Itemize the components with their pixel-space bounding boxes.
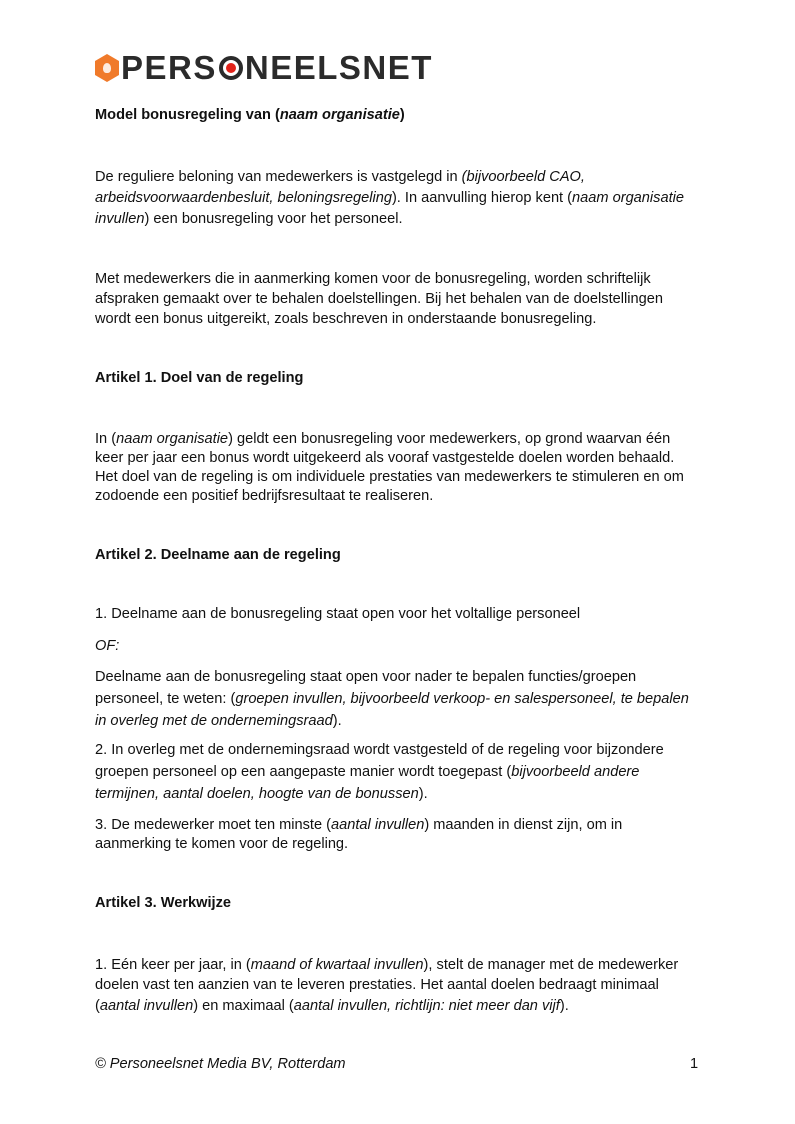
article-2-alt-line-2: personeel, te weten: (groepen invullen, bijvoorbeeld verkoop- en salespersoneel, te bepalen: [95, 691, 689, 707]
target-o-icon: [219, 56, 243, 80]
article-1-line-1: In (naam organisatie) geldt een bonusregeling voor medewerkers, op grond waarvan één: [95, 431, 671, 447]
paragraph-2-line-3: wordt een bonus uitgereikt, zoals beschreven in onderstaande bonusregeling.: [95, 311, 597, 327]
article-2-heading: Artikel 2. Deelname aan de regeling: [95, 547, 341, 563]
paragraph-2-line-1: Met medewerkers die in aanmerking komen voor de bonusregeling, worden schriftelijk: [95, 271, 651, 287]
person-hexagon-icon: [95, 54, 119, 82]
logo-text-start: PERS: [121, 49, 217, 86]
document-title: Model bonusregeling van (naam organisatie): [95, 107, 405, 123]
logo-text-end: NEELSNET: [244, 49, 433, 86]
article-2-item-3-line-1: 3. De medewerker moet ten minste (aantal invullen) maanden in dienst zijn, om in: [95, 817, 623, 833]
article-1-line-3: Het doel van de regeling is om individuele prestaties van medewerkers te stimuleren en om: [95, 469, 684, 485]
article-1-heading: Artikel 1. Doel van de regeling: [95, 370, 304, 386]
paragraph-2-line-2: afspraken gemaakt over te behalen doelstellingen. Bij het behalen van de doelstellingen: [95, 291, 663, 307]
intro-line-2: arbeidsvoorwaardenbesluit, beloningsregeling). In aanvulling hierop kent (naam organisatie: [95, 190, 684, 206]
article-3-heading: Artikel 3. Werkwijze: [95, 895, 231, 911]
article-2-or: OF:: [95, 638, 120, 654]
article-1-line-2: keer per jaar een bonus wordt uitgekeerd als vooraf vastgestelde doelen worden behaald.: [95, 450, 675, 466]
article-2-item-2-line-3: termijnen, aantal doelen, hoogte van de bonussen).: [95, 786, 428, 802]
article-2-item-2-line-1: 2. In overleg met de ondernemingsraad wordt vastgesteld of de regeling voor bijzondere: [95, 742, 664, 758]
article-2-alt-line-3: in overleg met de ondernemingsraad).: [95, 713, 342, 729]
article-2-item-1: 1. Deelname aan de bonusregeling staat open voor het voltallige personeel: [95, 606, 581, 622]
article-3-line-3: (aantal invullen) en maximaal (aantal invullen, richtlijn: niet meer dan vijf).: [95, 998, 569, 1014]
article-2-alt-line-1: Deelname aan de bonusregeling staat open voor nader te bepalen functies/groepen: [95, 669, 637, 685]
article-2-item-3-line-2: aanmerking te komen voor de regeling.: [95, 836, 349, 852]
footer-copyright: © Personeelsnet Media BV, Rotterdam: [95, 1056, 346, 1072]
personeelsnet-logo: [95, 51, 433, 85]
logo-wordmark: [121, 51, 433, 85]
article-1-line-4: zodoende een positief bedrijfsresultaat te realiseren.: [95, 488, 434, 504]
intro-line-3: invullen) een bonusregeling voor het personeel.: [95, 211, 403, 227]
page-number: 1: [690, 1056, 699, 1072]
article-3-line-2: doelen vast ten aanzien van te leveren prestaties. Het aantal doelen bedraagt minimaal: [95, 977, 659, 993]
article-3-line-1: 1. Eén keer per jaar, in (maand of kwartaal invullen), stelt de manager met de medewerker: [95, 957, 679, 973]
intro-line-1: De reguliere beloning van medewerkers is vastgelegd in (bijvoorbeeld CAO,: [95, 169, 585, 185]
article-2-item-2-line-2: groepen personeel op een aangepaste manier wordt toegepast (bijvoorbeeld andere: [95, 764, 640, 780]
